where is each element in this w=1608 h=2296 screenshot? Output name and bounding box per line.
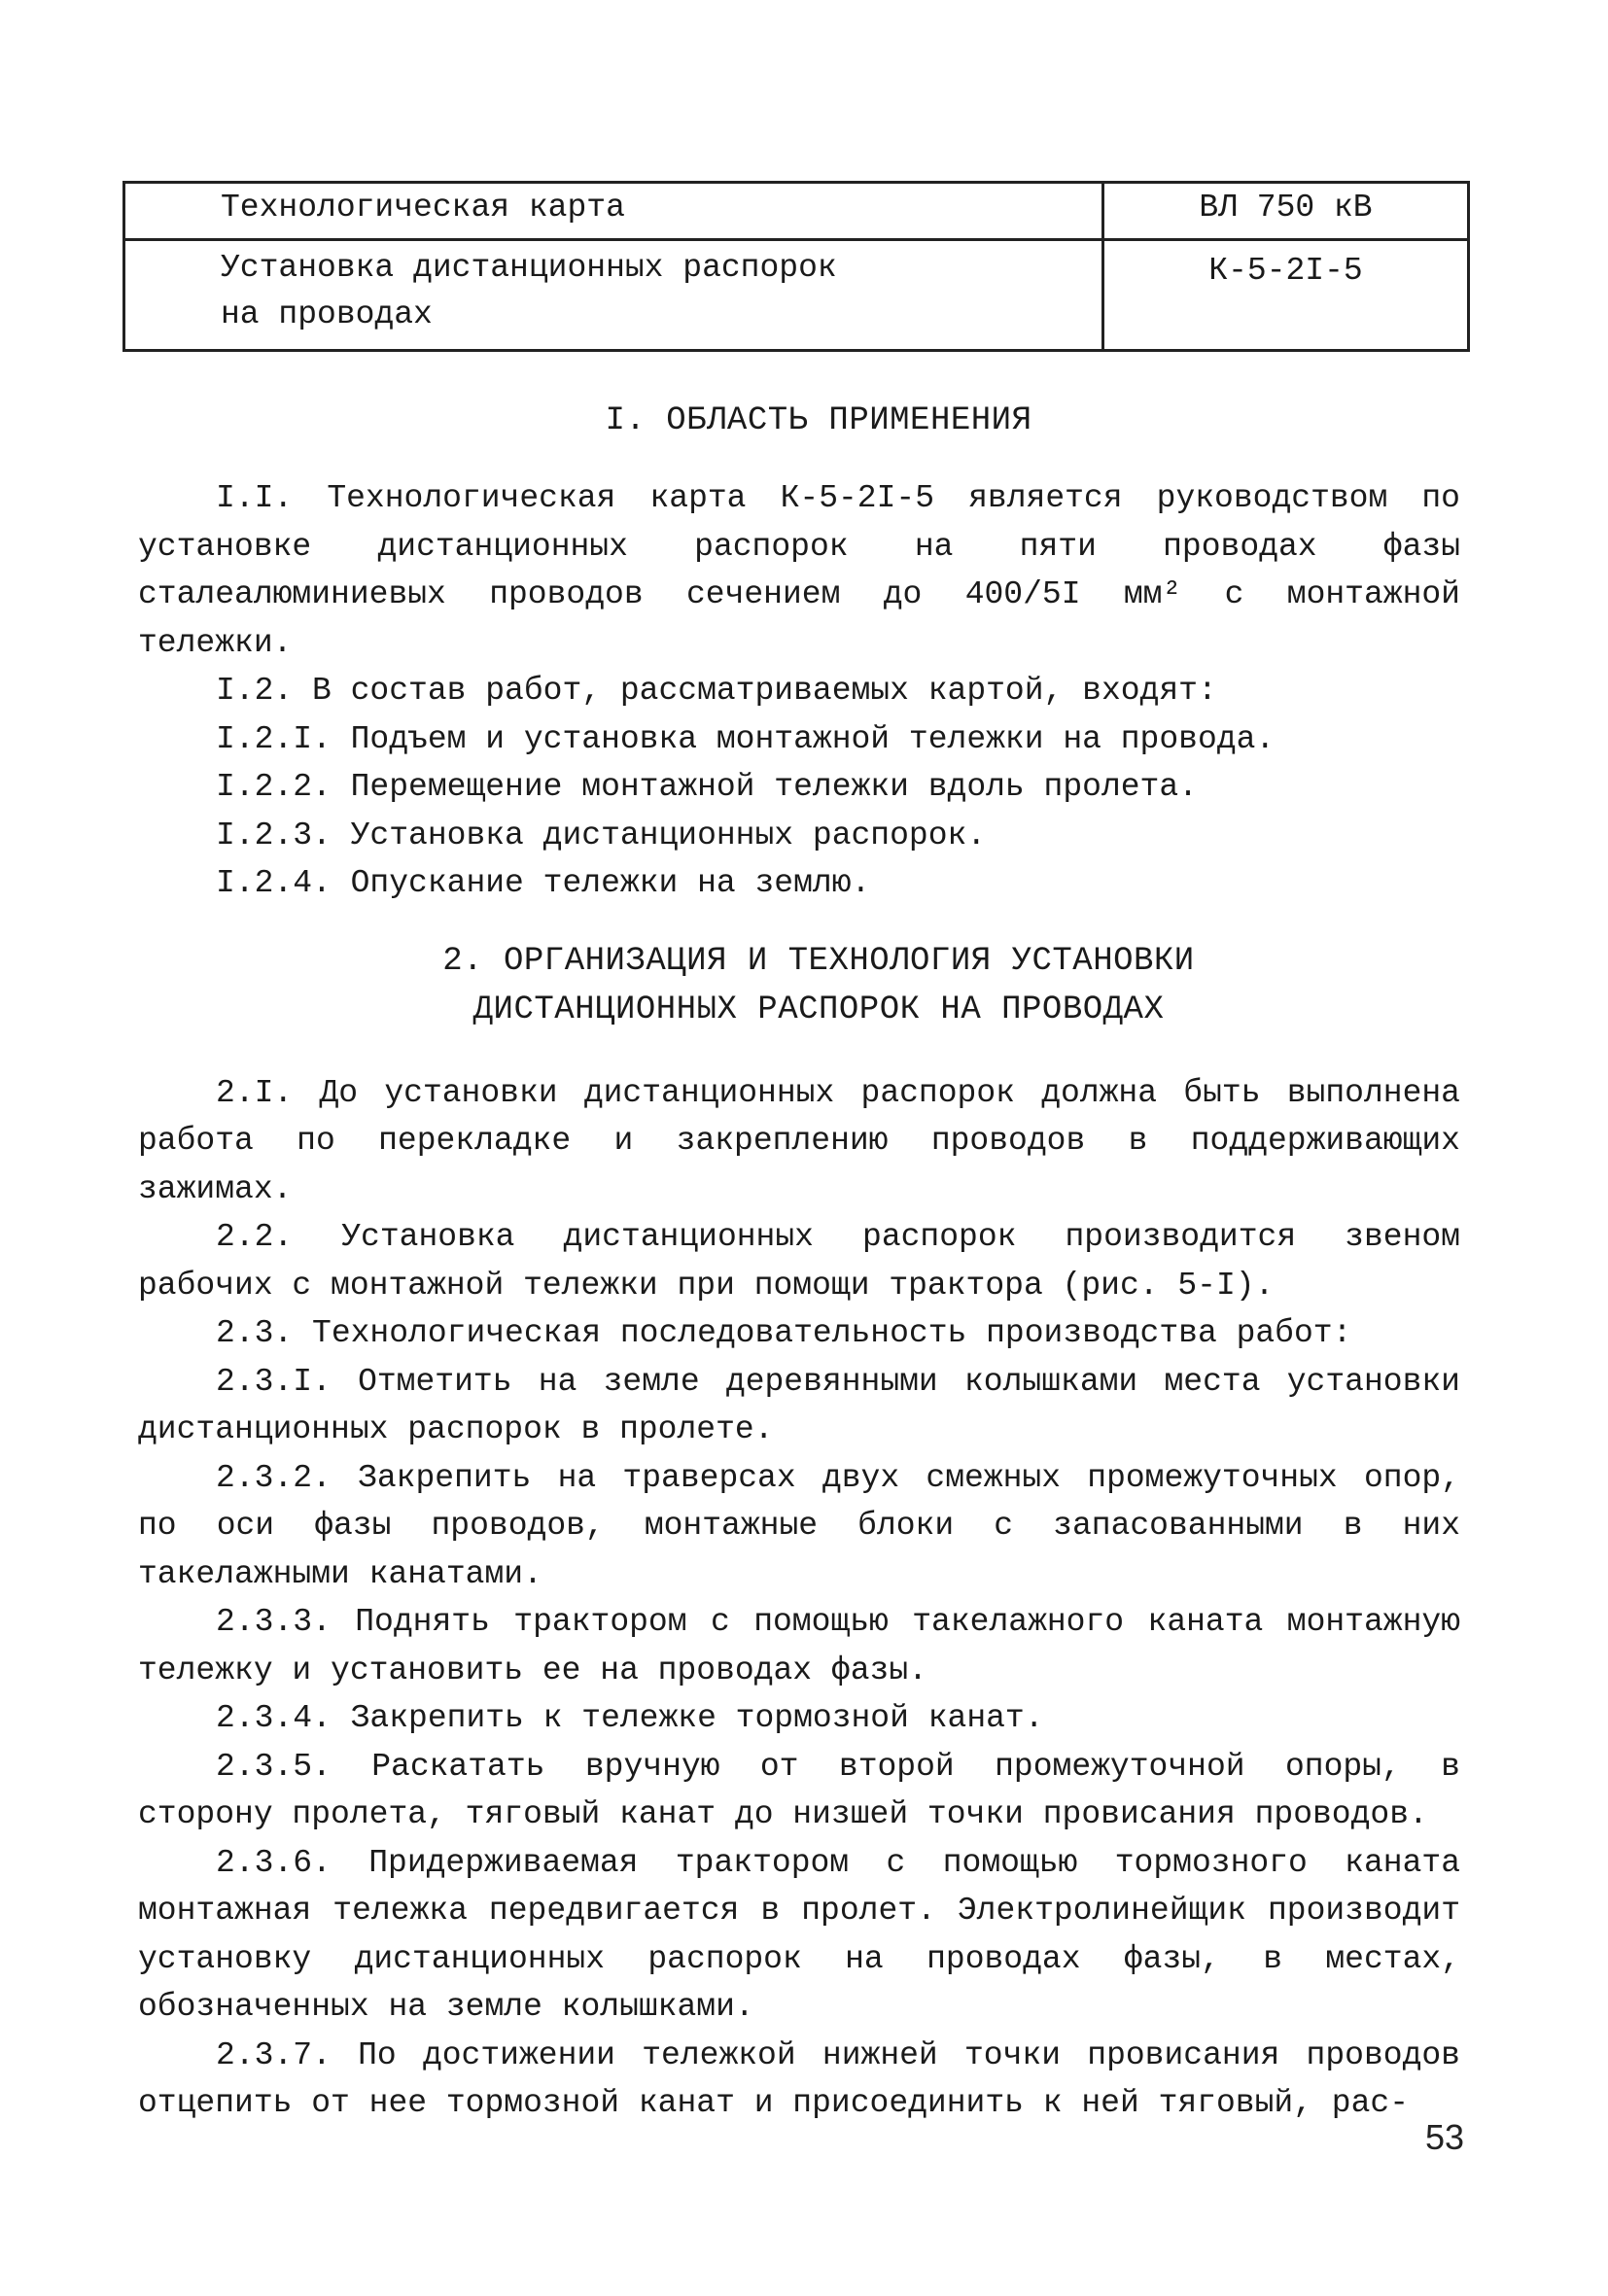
paragraph-2-3-3: 2.3.3. Поднять трактором с помощью такелажного каната монтажную тележку и установить ее на проводах фазы.	[138, 1604, 1460, 1688]
document-title-cell	[124, 240, 1103, 351]
paragraph-1-2: I.2. В состав работ, рассматриваемых картой, входят:	[216, 673, 1217, 709]
paragraph-2-1: 2.I. До установки дистанционных распорок должна быть выполнена работа по перекладке и закреплению проводов в поддерживающих зажимах.	[138, 1074, 1460, 1207]
title-block-row	[124, 183, 1469, 240]
paragraph-1-2-4: I.2.4. Опускание тележки на землю.	[216, 865, 871, 901]
title-block-table	[122, 181, 1470, 352]
paragraph-2-3-2: 2.3.2. Закрепить на траверсах двух смежных промежуточных опор, по оси фазы проводов, монтажные блоки с запасованными в них такелажными канатами.	[138, 1459, 1460, 1592]
paragraph-1-2-3: I.2.3. Установка дистанционных распорок.	[216, 817, 987, 853]
paragraph-2-3-6: 2.3.6. Придерживаемая трактором с помощью тормозного каната монтажная тележка передвигается в пролет. Электролинейщик производит установку дистанционных распорок на проводах фазы, в местах, обозначенных на земле колышками.	[138, 1844, 1460, 2025]
paragraph-2-3: 2.3. Технологическая последовательность производства работ:	[216, 1315, 1352, 1351]
paragraph-2-3-4: 2.3.4. Закрепить к тележке тормозной канат.	[216, 1700, 1044, 1736]
paragraph-2-2: 2.2. Установка дистанционных распорок производится звеном рабочих с монтажной тележки при помощи трактора (рис. 5-I).	[138, 1219, 1460, 1304]
document-title-line: на проводах	[221, 296, 433, 332]
section-2-heading-line: 2. ОРГАНИЗАЦИЯ И ТЕХНОЛОГИЯ УСТАНОВКИ	[442, 942, 1195, 980]
paragraph-2-3-7: 2.3.7. По достижении тележкой нижней точки провисания проводов отцепить от нее тормозной канат и присоединить к ней тяговый, рас-	[138, 2036, 1460, 2121]
document-title-line: Установка дистанционных распорок	[221, 250, 837, 286]
paragraph-2-3-1: 2.3.I. Отметить на земле деревянными колышками места установки дистанционных распорок в пролете.	[138, 1363, 1460, 1447]
line-voltage-cell: ВЛ 750 кВ	[1103, 183, 1469, 240]
paragraph-1-2-1: I.2.I. Подъем и установка монтажной тележки на провода.	[216, 720, 1276, 757]
title-block-row	[124, 240, 1469, 351]
paragraph-2-3-5: 2.3.5. Раскатать вручную от второй промежуточной опоры, в сторону пролета, тяговый канат до низшей точки провисания проводов.	[138, 1748, 1460, 1832]
document-type-cell: Технологическая карта	[124, 183, 1103, 240]
paragraph-1-2-2: I.2.2. Перемещение монтажной тележки вдоль пролета.	[216, 769, 1198, 805]
document-code-cell: К-5-2I-5	[1103, 240, 1469, 351]
paragraph-1-1: I.I. Технологическая карта К-5-2I-5 является руководством по установке дистанционных распорок на пяти проводах фазы сталеалюминиевых проводов сечением до 400/5I мм² с монтажной тележки.	[138, 480, 1460, 661]
section-1-heading: I. ОБЛАСТЬ ПРИМЕНЕНИЯ	[605, 402, 1032, 439]
document-body	[138, 397, 1460, 2128]
section-2-heading	[138, 937, 1460, 1034]
page-number: 53	[1424, 2117, 1464, 2157]
section-2-heading-line: ДИСТАНЦИОННЫХ РАСПОРОК НА ПРОВОДАХ	[472, 991, 1165, 1028]
